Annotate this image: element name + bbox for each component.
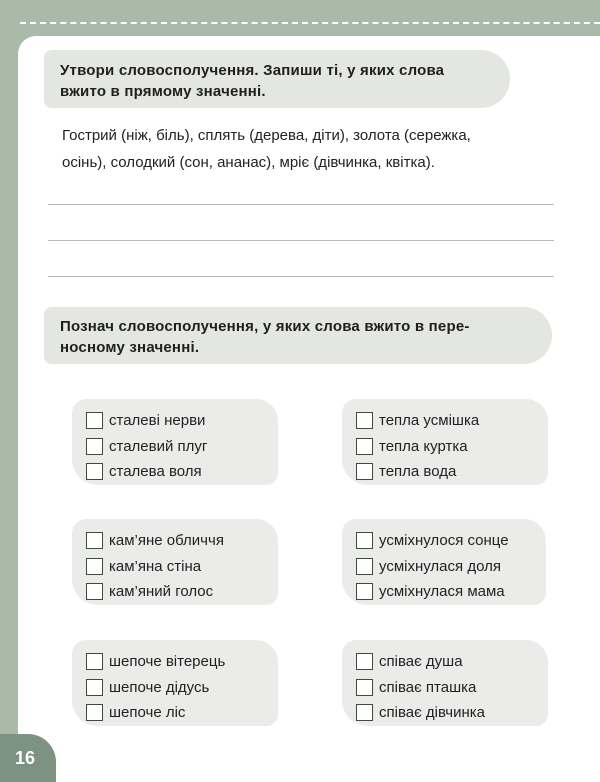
option-card-5 [72, 640, 278, 726]
option-card-4 [342, 519, 546, 605]
option-row[interactable] [86, 459, 278, 485]
option-row[interactable] [356, 700, 548, 726]
option-label: шепоче дідусь [109, 678, 210, 696]
checkbox[interactable] [356, 558, 373, 575]
option-row[interactable] [356, 434, 548, 460]
checkbox[interactable] [356, 704, 373, 721]
option-row[interactable] [356, 554, 546, 580]
option-label: співає душа [379, 653, 463, 671]
checkbox[interactable] [356, 412, 373, 429]
stitch-decoration-left [24, 76, 26, 776]
option-label: сталеві нерви [109, 412, 206, 430]
task1-text-line1: Гострий (ніж, біль), сплять (дерева, діти), золота (сережка, [62, 127, 471, 144]
option-row[interactable] [356, 459, 548, 485]
checkbox[interactable] [356, 463, 373, 480]
task1-instruction [44, 50, 510, 108]
option-label: тепла усмішка [379, 412, 480, 430]
option-label: тепла вода [379, 463, 457, 481]
option-label: співає дівчинка [379, 704, 486, 722]
checkbox[interactable] [86, 704, 103, 721]
option-label: кам’яне обличчя [109, 532, 224, 550]
checkbox[interactable] [356, 532, 373, 549]
option-row[interactable] [86, 434, 278, 460]
task1-text-line2: осінь), солодкий (сон, ананас), мріє (дівчинка, квітка). [62, 154, 435, 171]
task2-instruction-line1: Познач словосполучення, у яких слова вжито в пере- [60, 318, 470, 335]
checkbox[interactable] [356, 679, 373, 696]
checkbox[interactable] [86, 583, 103, 600]
option-row[interactable] [86, 675, 278, 701]
task1-instruction-line2: вжито в прямому значенні. [60, 83, 266, 100]
task2-instruction [44, 307, 552, 364]
option-label: кам’яна стіна [109, 557, 202, 575]
option-row[interactable] [86, 579, 278, 605]
option-card-1 [72, 399, 278, 485]
checkbox[interactable] [86, 463, 103, 480]
answer-line-2[interactable] [48, 240, 554, 241]
checkbox[interactable] [356, 438, 373, 455]
option-label: співає пташка [379, 678, 477, 696]
option-label: усміхнулося сонце [379, 532, 509, 550]
option-row[interactable] [86, 408, 278, 434]
checkbox[interactable] [86, 558, 103, 575]
option-row[interactable] [356, 649, 548, 675]
checkbox[interactable] [356, 583, 373, 600]
checkbox[interactable] [86, 679, 103, 696]
option-card-2 [342, 399, 548, 485]
option-label: сталевий плуг [109, 437, 208, 455]
checkbox[interactable] [86, 653, 103, 670]
option-label: усміхнулася доля [379, 557, 501, 575]
option-label: кам’яний голос [109, 583, 214, 601]
option-label: сталева воля [109, 463, 202, 481]
option-row[interactable] [86, 700, 278, 726]
option-row[interactable] [86, 528, 278, 554]
option-label: шепоче вітерець [109, 653, 226, 671]
option-card-3 [72, 519, 278, 605]
checkbox[interactable] [86, 412, 103, 429]
task1-exercise-text [62, 122, 562, 176]
checkbox[interactable] [86, 438, 103, 455]
option-row[interactable] [86, 649, 278, 675]
task1-instruction-line1: Утвори словосполучення. Запиши ті, у яких слова [60, 62, 445, 79]
top-band [0, 0, 600, 40]
option-row[interactable] [356, 675, 548, 701]
checkbox[interactable] [86, 532, 103, 549]
checkbox[interactable] [356, 653, 373, 670]
answer-line-1[interactable] [48, 204, 554, 205]
answer-line-3[interactable] [48, 276, 554, 277]
stitch-decoration [20, 22, 600, 24]
option-row[interactable] [356, 579, 546, 605]
option-row[interactable] [86, 554, 278, 580]
option-label: усміхнулася мама [379, 583, 505, 601]
option-row[interactable] [356, 528, 546, 554]
option-card-6 [342, 640, 548, 726]
page-number: 16 [0, 734, 56, 782]
option-row[interactable] [356, 408, 548, 434]
option-label: шепоче ліс [109, 704, 186, 722]
option-label: тепла куртка [379, 437, 468, 455]
task2-instruction-line2: носному значенні. [60, 339, 200, 356]
